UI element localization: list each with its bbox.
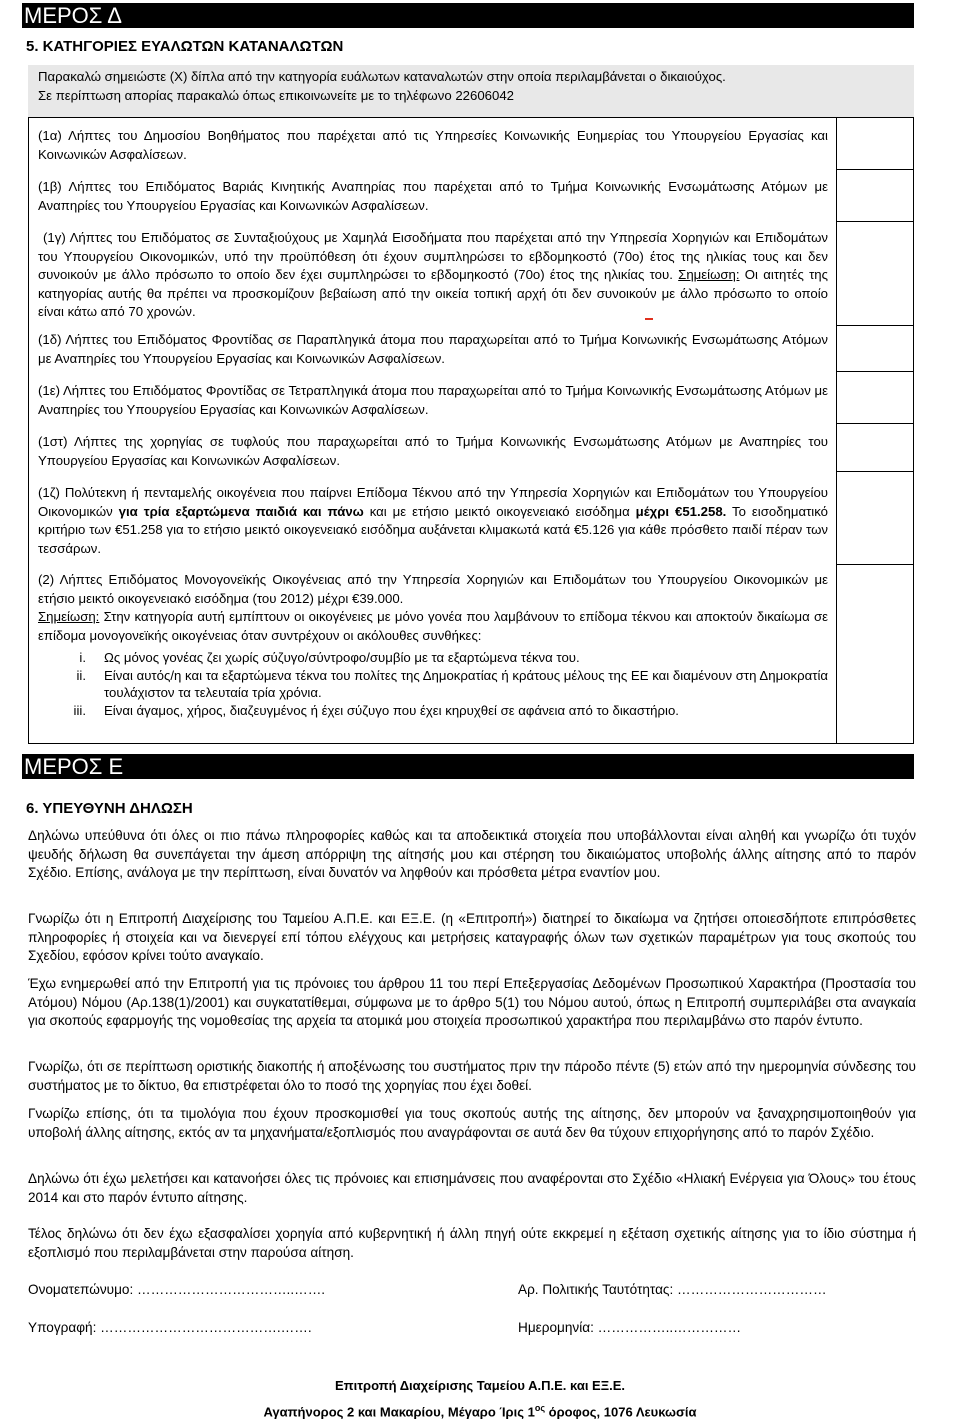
checkbox-1b[interactable] [837, 169, 914, 221]
checkbox-2[interactable] [837, 564, 914, 743]
category-1z-text-b: και με ετήσιο μεικτό οικογενειακό εισόδημα [363, 503, 636, 519]
footer-line-2: Αγαπήνορος 2 και Μακαρίου, Μέγαρο Ίρις $1^{o\varsigma}$ όροφος, 1076 Λευκωσία [263, 1403, 697, 1420]
part-d-title: ΜΕΡΟΣ Δ [24, 3, 122, 28]
category-1c [38, 229, 828, 322]
category-2-note-label: Σημείωση: [38, 609, 100, 624]
declaration-paragraph: Τέλος δηλώνω ότι δεν έχω εξασφαλίσει χορηγία από κυβερνητική ή άλλη πηγή ούτε εκκρεμεί η εξέταση σχετικής αίτησης για το ίδιο σύστημα ή εξοπλισμό που περιλαμβάνεται στην παρούσα αίτηση. [28, 1226, 916, 1260]
category-1d: (1δ) Λήπτες του Επιδόματος Φροντίδας σε Παραπληγικά άτομα που παραχωρείται από το Τμήμα Κοινωνικής Ενσωμάτωσης Ατόμων με Αναπηρίες του Υπουργείου Εργασίας και Κοινωνικών Ασφαλίσεων. [38, 332, 828, 366]
category-1z-bold-b: μέχρι €51.258. [635, 503, 727, 519]
checkbox-1a[interactable] [837, 117, 914, 169]
condition-item: iii. Είναι άγαμος, χήρος, διαζευγμένος ή έχει σύζυγο που έχει κηρυχθεί σε αφάνεια από το δικαστήριο. [73, 702, 679, 718]
category-1z-text-c: Το εισοδηματικό κριτήριο των €51.258 για το ετήσιο μεικτό οικογενειακό εισόδημα αυξάνεται κλιμακωτά κατά €5.126 για κάθε πρόσθετο παιδί πέραν των τεσσάρων. [38, 503, 828, 556]
part-e-title: ΜΕΡΟΣ Ε [24, 754, 124, 779]
date-field[interactable]: Ημερομηνία: ……………..…………… [518, 1320, 742, 1335]
category-1c-text: (1γ) Λήπτες του Επιδόματος σε Συνταξιούχους με Χαμηλά Εισοδήματα που παρέχεται από την Υπηρεσία Χορηγιών και Επιδομάτων του Υπουργείου Οικονομικών, υπό την προϋπόθεση ότι έχουν συμπληρώσει το εβδομηκοστό (70ο) έτος της ηλικίας τους και δεν συνοικούν με άλλο πρόσωπο το οποίο δεν έχει συμπληρώσει το εβδομηκοστό (70ο) έτος της ηλικίας του. [38, 230, 828, 282]
checkbox-1c[interactable] [837, 221, 914, 325]
declaration-paragraph: Γνωρίζω ότι η Επιτροπή Διαχείρισης του Ταμείου Α.Π.Ε. και ΕΞ.Ε. (η «Επιτροπή») διατηρεί το δικαίωμα να ζητήσει οποιεσδήποτε επιπρόσθετες πληροφορίες ή στοιχεία και να διενεργεί επί τόπου ελέγχους και μετρήσεις καταγραφής όλων των σχετικών παραμέτρων για τους σκοπούς του Σχεδίου, εφόσον κρίνει τούτο αναγκαίο. [28, 911, 916, 963]
declaration-paragraph: Έχω ενημερωθεί από την Επιτροπή για τις πρόνοιες του άρθρου 11 του περί Επεξεργασίας Δεδομένων Προσωπικού Χαρακτήρα (Προστασία του Ατόμου) Νόμου (Αρ.138(1)/2001) και συγκατατίθεμαι, σύμφωνα με το άρθρο 5(1) του Νόμου αυτού, όπως η Επιτροπή συμπεριλάβει στα αναγκαία για σκοπούς εφαρμογής της νομοθεσίας της αρχεία τα ατομικά μου στοιχεία προσωπικού χαρακτήρα που περιλαμβάνω στο παρόν έντυπο. [28, 976, 916, 1028]
section-5-title: 5. ΚΑΤΗΓΟΡΙΕΣ ΕΥΑΛΩΤΩΝ ΚΑΤΑΝΑΛΩΤΩΝ [26, 38, 344, 55]
notice-line-2: Σε περίπτωση απορίας παρακαλώ όπως επικοινωνείτε με το τηλέφωνο 22606042 [38, 88, 514, 103]
footer-line-1: Επιτροπή Διαχείρισης Ταμείου Α.Π.Ε. και ΕΞ.Ε. [335, 1378, 625, 1393]
declaration-paragraph: Γνωρίζω επίσης, ότι τα τιμολόγια που έχουν προσκομισθεί για τους σκοπούς αυτής της αίτησης, δεν μπορούν να ξαναχρησιμοποιηθούν για υποβολή άλλης αίτησης, εκτός αν τα μηχανήματα/εξοπλισμός που αναγράφονται σε αυτά δεν θα τύχουν επιχορήγησης από το παρόν Σχέδιο. [28, 1106, 916, 1140]
checkbox-1d[interactable] [837, 325, 914, 371]
category-1c-note-label: Σημείωση: [678, 267, 740, 282]
notice-box [28, 65, 914, 117]
declaration-paragraph: Δηλώνω ότι έχω μελετήσει και κατανοήσει όλες τις πρόνοιες και επισημάνσεις που αναφέρονται στο Σχέδιο «Ηλιακή Ενέργεια για Όλους» του έτους 2014 και στο παρόν έντυπο αίτησης. [28, 1171, 916, 1205]
category-1c-note-text: Οι αιτητές της κατηγορίας αυτής θα πρέπει να προσκομίζουν βεβαίωση από την οικεία τοπική αρχή ότι δεν συνοικούν με άλλο πρόσωπο το οποίο είναι κάτω από 70 χρονών. [38, 267, 828, 319]
condition-item: i. Ως μόνος γονέας ζει χωρίς σύζυγο/σύντροφο/συμβίο με τα εξαρτώμενα τέκνα του. [79, 650, 580, 665]
category-1z [38, 484, 828, 558]
checkbox-1e[interactable] [837, 371, 914, 423]
declaration-paragraph: Γνωρίζω, ότι σε περίπτωση οριστικής διακοπής ή αποξένωσης του συστήματος πριν την πάροδο πέντε (5) ετών από την ημερομηνία σύνδεσης του συστήματος με το δίκτυο, θα επιστρέφεται όλο το ποσό της χορηγίας που έχει δοθεί. [28, 1059, 916, 1093]
checkbox-1z[interactable] [837, 471, 914, 564]
category-1z-bold-a: για τρία εξαρτώμενα παιδιά και πάνω [118, 503, 364, 519]
declaration-paragraph: Δηλώνω υπεύθυνα ότι όλες οι πιο πάνω πληροφορίες καθώς και τα αποδεικτικά στοιχεία που υποβάλλονται είναι αληθή και γνωρίζω ότι τυχόν ψευδής δήλωση θα συνεπάγεται την άμεση απόρριψη της αίτησής μου και στέρηση του δικαιώματος υποβολής άλλης αίτησης από το παρόν Σχέδιο. Επίσης, ανάλογα με την περίπτωση, είναι δυνατόν να ληφθούν και πρόσθετα μέτρα εναντίον μου. [28, 828, 916, 880]
category-1b: (1β) Λήπτες του Επιδόματος Βαριάς Κινητικής Αναπηρίας που παρέχεται από το Τμήμα Κοινωνικής Ενσωμάτωσης Ατόμων με Αναπηρίες του Υπουργείου Εργασίας και Κοινωνικών Ασφαλίσεων. [38, 179, 828, 213]
part-d-header [22, 3, 914, 28]
id-number-field[interactable]: Αρ. Πολιτικής Ταυτότητας: …………………………… [518, 1282, 827, 1297]
category-1a: (1α) Λήπτες του Δημοσίου Βοηθήματος που παρέχεται από τις Υπηρεσίες Κοινωνικής Ευημερίας του Υπουργείου Εργασίας και Κοινωνικών Ασφαλίσεων. [38, 128, 828, 162]
section-6-title: 6. ΥΠΕΥΘΥΝΗ ΔΗΛΩΣΗ [26, 800, 193, 817]
category-2-text: (2) Λήπτες Επιδόματος Μονογονεϊκής Οικογένειας από την Υπηρεσία Χορηγιών και Επιδομάτων του Υπουργείου Οικονομικών με ετήσιο μεικτό οικογενειακό εισόδημα (του 2012) μέχρι €39.000. [38, 572, 828, 606]
condition-item: ii. Είναι αυτός/η και τα εξαρτώμενα τέκνα του πολίτες της Δημοκρατίας ή κράτους μέλους της ΕΕ και διαμένουν στη Δημοκρατία τουλάχιστον τα τελευταία τρία χρόνια. [76, 667, 828, 700]
category-1e: (1ε) Λήπτες του Επιδόματος Φροντίδας σε Τετραπληγικά άτομα που παραχωρείται από το Τμήμα Κοινωνικής Ενσωμάτωσης Ατόμων με Αναπηρίες του Υπουργείου Εργασίας και Κοινωνικών Ασφαλίσεων. [38, 383, 828, 417]
notice-line-1: Παρακαλώ σημειώστε (Χ) δίπλα από την κατηγορία ευάλωτων καταναλωτών στην οποία περιλαμβάνεται ο δικαιούχος. [38, 69, 726, 84]
conditions-list [38, 649, 828, 719]
signature-field[interactable]: Υπογραφή: ………………………………….……. [28, 1320, 312, 1335]
category-2-note-text: Στην κατηγορία αυτή εμπίπτουν οι οικογένειες με μόνο γονέα που λαμβάνουν το επίδομα τέκνου και αποκτούν δικαίωμα σε επίδομα μονογονεϊκής οικογένειας όταν συντρέχουν οι ακόλουθες συνθήκες: [38, 609, 828, 643]
red-mark [645, 318, 653, 320]
category-1st: (1στ) Λήπτες της χορηγίας σε τυφλούς που παραχωρείται από το Τμήμα Κοινωνικής Ενσωμάτωσης Ατόμων με Αναπηρίες του Υπουργείου Εργασίας και Κοινωνικών Ασφαλίσεων. [38, 434, 828, 468]
checkbox-1st[interactable] [837, 423, 914, 471]
category-1z-text-a: (1ζ) Πολύτεκνη ή πενταμελής οικογένεια που παίρνει Επίδομα Τέκνου από την Υπηρεσία Χορηγιών και Επιδομάτων του Υπουργείου Οικονομικών [38, 485, 828, 519]
part-e-header [22, 754, 914, 779]
category-2 [38, 571, 828, 719]
name-field[interactable]: Ονοματεπώνυμο: ……………………………..……. [28, 1282, 326, 1297]
